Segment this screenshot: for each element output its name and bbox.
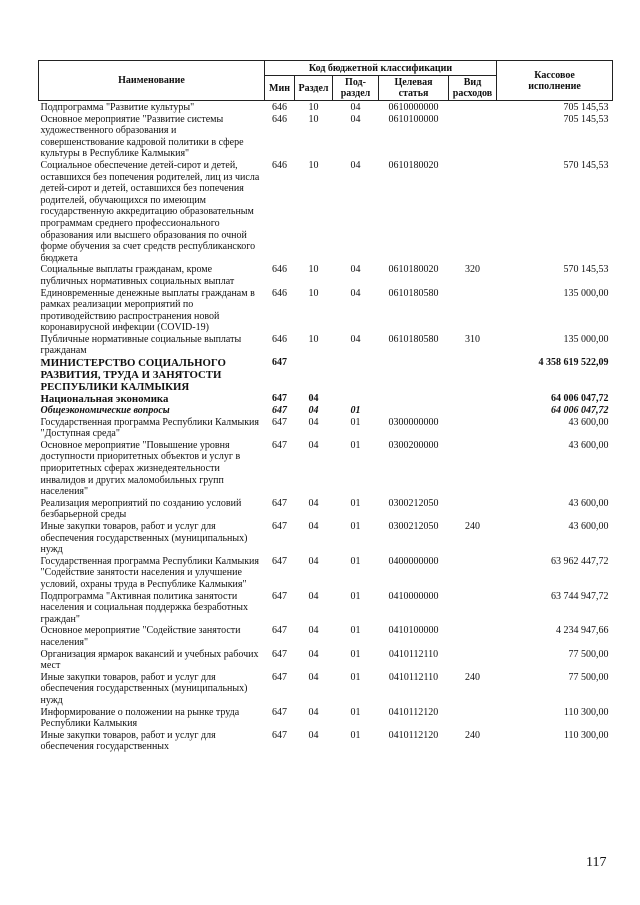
row-min: 647: [272, 405, 287, 417]
row-celevaya: [379, 357, 449, 393]
row-podrazdel: [333, 393, 379, 405]
row-vid: [449, 405, 497, 417]
row-podrazdel: [333, 357, 379, 393]
row-vid: [449, 625, 497, 648]
row-vid: [449, 556, 497, 591]
row-razdel: 04: [308, 671, 319, 683]
row-razdel: 10: [308, 102, 319, 113]
table-row: [39, 288, 613, 334]
row-name: Иные закупки товаров, работ и услуг для обеспечения государственных: [40, 729, 216, 753]
row-razdel: 04: [308, 555, 319, 567]
row-name: Публичные нормативные социальные выплаты гражданам: [40, 333, 242, 357]
row-name: Информирование о положении на рынке труда Республики Калмыкия: [40, 706, 240, 730]
row-name: Основное мероприятие "Содействие занятости населения": [40, 625, 241, 648]
row-razdel: 04: [308, 405, 319, 417]
table-row: [39, 440, 613, 498]
row-min: 646: [272, 333, 287, 345]
row-vid: [449, 440, 497, 498]
table-row: [39, 649, 613, 672]
row-amount: 4 358 619 522,09: [538, 357, 609, 369]
row-min: 647: [272, 648, 287, 660]
row-razdel: 04: [308, 521, 319, 532]
row-amount: 43 600,00: [568, 439, 609, 451]
row-amount: 43 600,00: [568, 521, 609, 532]
row-amount: 4 234 947,66: [556, 625, 609, 637]
header-kassovoe: Кассовое исполнение: [497, 61, 613, 101]
row-podrazdel: 01: [350, 706, 361, 718]
table-body: [39, 101, 613, 753]
row-vid: [449, 707, 497, 730]
row-min: 646: [272, 113, 287, 125]
row-name: Государственная программа Республики Калмыкия "Содействие занятости населения и улучшение условий, охраны труда в Республике Калмыкия": [40, 555, 260, 590]
row-podrazdel: 01: [350, 521, 361, 532]
row-podrazdel: 01: [350, 671, 361, 683]
row-razdel: 04: [308, 590, 319, 602]
row-min: 646: [272, 159, 287, 171]
row-vid: 310: [465, 333, 481, 345]
row-vid: [449, 591, 497, 626]
row-vid: [449, 393, 497, 405]
row-celevaya: 0410112120: [388, 706, 439, 718]
row-razdel: 04: [308, 729, 319, 741]
row-min: 646: [272, 287, 287, 299]
row-name: Национальная экономика: [40, 393, 169, 406]
header-celevaya: Целевая статья: [379, 76, 449, 101]
row-min: 647: [272, 555, 287, 567]
row-podrazdel: 04: [350, 264, 361, 276]
header-vid: Вид расходов: [449, 76, 497, 101]
row-name: Социальные выплаты гражданам, кроме публичных нормативных социальных выплат: [40, 264, 235, 287]
row-amount: 570 145,53: [563, 264, 609, 276]
row-min: 647: [272, 729, 287, 741]
row-celevaya: 0410000000: [388, 590, 439, 602]
row-razdel: 10: [308, 287, 319, 299]
row-podrazdel: 01: [350, 625, 361, 637]
row-min: 647: [272, 393, 287, 405]
table-header: [39, 61, 613, 101]
row-amount: 77 500,00: [568, 648, 609, 660]
row-razdel: 10: [308, 333, 319, 345]
row-podrazdel: 04: [350, 113, 361, 125]
row-min: 646: [272, 102, 287, 113]
row-name: Государственная программа Республики Калмыкия "Доступная среда": [40, 416, 260, 440]
budget-table: [38, 60, 613, 753]
row-name: Подпрограмма "Активная политика занятости населения и социальная поддержка безработных граждан": [40, 590, 249, 625]
table-row: [39, 672, 613, 707]
row-podrazdel: 01: [350, 648, 361, 660]
header-name: Наименование: [39, 61, 265, 101]
row-name: Реализация мероприятий по созданию условий безбарьерной среды: [40, 497, 242, 521]
row-min: 647: [272, 416, 287, 428]
row-amount: 110 300,00: [563, 729, 609, 741]
row-razdel: 04: [308, 439, 319, 451]
row-vid: [449, 649, 497, 672]
table-row: [39, 405, 613, 417]
row-name: Основное мероприятие "Развитие системы художественного образования и совершенствование кадровой политики в сфере культуры в Республике Калмыкия": [40, 113, 244, 160]
row-amount: 43 600,00: [568, 416, 609, 428]
row-celevaya: 0610180020: [388, 264, 439, 276]
row-vid: [449, 357, 497, 393]
row-celevaya: 0300200000: [388, 439, 439, 451]
row-celevaya: 0400000000: [388, 555, 439, 567]
table-row: [39, 556, 613, 591]
row-razdel: 04: [308, 416, 319, 428]
row-min: 647: [272, 357, 287, 369]
header-budget-code-group: Код бюджетной классификации: [265, 61, 497, 76]
row-min: 647: [272, 439, 287, 451]
row-razdel: 10: [308, 113, 319, 125]
row-amount: 705 145,53: [563, 113, 609, 125]
row-name: Иные закупки товаров, работ и услуг для обеспечения государственных (муниципальных) нужд: [40, 671, 248, 706]
row-podrazdel: 01: [350, 729, 361, 741]
page-number: 117: [586, 855, 607, 870]
row-celevaya: 0300000000: [388, 416, 439, 428]
table-row: [39, 114, 613, 160]
row-razdel: 04: [308, 497, 319, 509]
row-razdel: 10: [308, 264, 319, 276]
row-celevaya: 0610180580: [388, 333, 439, 345]
header-min: Мин: [265, 76, 295, 101]
row-amount: 77 500,00: [568, 671, 609, 683]
row-min: 646: [272, 264, 287, 276]
row-min: 647: [272, 625, 287, 637]
row-vid: 240: [465, 671, 481, 683]
table-row: [39, 498, 613, 521]
table-row: [39, 730, 613, 753]
row-celevaya: 0410112110: [388, 648, 439, 660]
row-celevaya: [379, 405, 449, 417]
row-name: Основное мероприятие "Повышение уровня доступности приоритетных объектов и услуг в приоритетных сферах жизнедеятельности инвалидов и других маломобильных групп населения": [40, 439, 241, 498]
row-amount: 64 006 047,72: [551, 393, 609, 405]
row-razdel: 04: [308, 393, 319, 405]
row-podrazdel: 01: [350, 439, 361, 451]
row-name: Социальное обеспечение детей-сирот и детей, оставшихся без попечения родителей, лиц из числа детей-сирот и детей, оставшихся без попечения родителей, обучающихся по имеющим государственную аккредитацию образовательным программам среднего профессионального образования или высшего образования по очной форме обучения за счет средств республиканского бюджета: [40, 159, 260, 264]
row-amount: 63 962 447,72: [551, 555, 609, 567]
row-min: 647: [272, 590, 287, 602]
table-row: [39, 625, 613, 648]
header-razdel: Раздел: [295, 76, 333, 101]
table-row: [39, 521, 613, 556]
row-podrazdel: 01: [350, 497, 361, 509]
row-amount: 63 744 947,72: [551, 590, 609, 602]
row-amount: 110 300,00: [563, 706, 609, 718]
table-row: [39, 160, 613, 264]
row-vid: [449, 101, 497, 114]
row-celevaya: 0300212050: [388, 497, 439, 509]
row-podrazdel: 04: [350, 102, 361, 113]
table-row: [39, 393, 613, 405]
row-min: 647: [272, 706, 287, 718]
row-vid: 320: [465, 264, 481, 276]
row-razdel: 04: [308, 648, 319, 660]
row-amount: 43 600,00: [568, 497, 609, 509]
row-podrazdel: 01: [350, 555, 361, 567]
row-celevaya: 0410112110: [388, 671, 439, 683]
row-min: 647: [272, 671, 287, 683]
row-amount: 135 000,00: [563, 287, 609, 299]
row-vid: [449, 417, 497, 440]
row-name: Иные закупки товаров, работ и услуг для обеспечения государственных (муниципальных) нужд: [40, 521, 248, 556]
row-vid: [449, 160, 497, 264]
row-celevaya: 0610180580: [388, 287, 439, 299]
table-row: [39, 591, 613, 626]
row-celevaya: 0610100000: [388, 113, 439, 125]
row-amount: 705 145,53: [563, 102, 609, 113]
row-razdel: 10: [308, 159, 319, 171]
header-podrazdel: Под- раздел: [333, 76, 379, 101]
table-row: [39, 101, 613, 114]
row-razdel: [295, 357, 333, 393]
row-amount: 570 145,53: [563, 159, 609, 171]
table-row: [39, 334, 613, 357]
row-celevaya: 0410112120: [388, 729, 439, 741]
row-celevaya: 0610180020: [388, 159, 439, 171]
row-name: Подпрограмма "Развитие культуры": [40, 102, 195, 113]
row-podrazdel: 01: [350, 590, 361, 602]
row-name: Общеэкономические вопросы: [40, 405, 170, 417]
row-razdel: 04: [308, 706, 319, 718]
table-row: [39, 264, 613, 287]
table-row: [39, 707, 613, 730]
row-celevaya: 0610000000: [388, 102, 439, 113]
row-name: Организация ярмарок вакансий и учебных рабочих мест: [40, 648, 259, 672]
table-row: [39, 417, 613, 440]
row-amount: 64 006 047,72: [551, 405, 609, 417]
row-razdel: 04: [308, 625, 319, 637]
row-celevaya: 0300212050: [388, 521, 439, 532]
row-vid: [449, 498, 497, 521]
row-podrazdel: 04: [350, 287, 361, 299]
table-row: [39, 357, 613, 393]
row-min: 647: [272, 497, 287, 509]
row-podrazdel: 01: [350, 405, 361, 417]
row-podrazdel: 04: [350, 333, 361, 345]
row-vid: [449, 114, 497, 160]
row-amount: 135 000,00: [563, 333, 609, 345]
row-celevaya: [379, 393, 449, 405]
row-vid: 240: [465, 521, 481, 532]
row-podrazdel: 04: [350, 159, 361, 171]
row-vid: [449, 288, 497, 334]
row-name: Единовременные денежные выплаты гражданам в рамках реализации мероприятий по противодействию распространения новой коронавирусной инфекции (COVID-19): [40, 287, 255, 334]
row-celevaya: 0410100000: [388, 625, 439, 637]
row-min: 647: [272, 521, 287, 532]
row-podrazdel: 01: [350, 416, 361, 428]
row-vid: 240: [465, 729, 481, 741]
row-name: МИНИСТЕРСТВО СОЦИАЛЬНОГО РАЗВИТИЯ, ТРУДА И ЗАНЯТОСТИ РЕСПУБЛИКИ КАЛМЫКИЯ: [40, 357, 226, 394]
